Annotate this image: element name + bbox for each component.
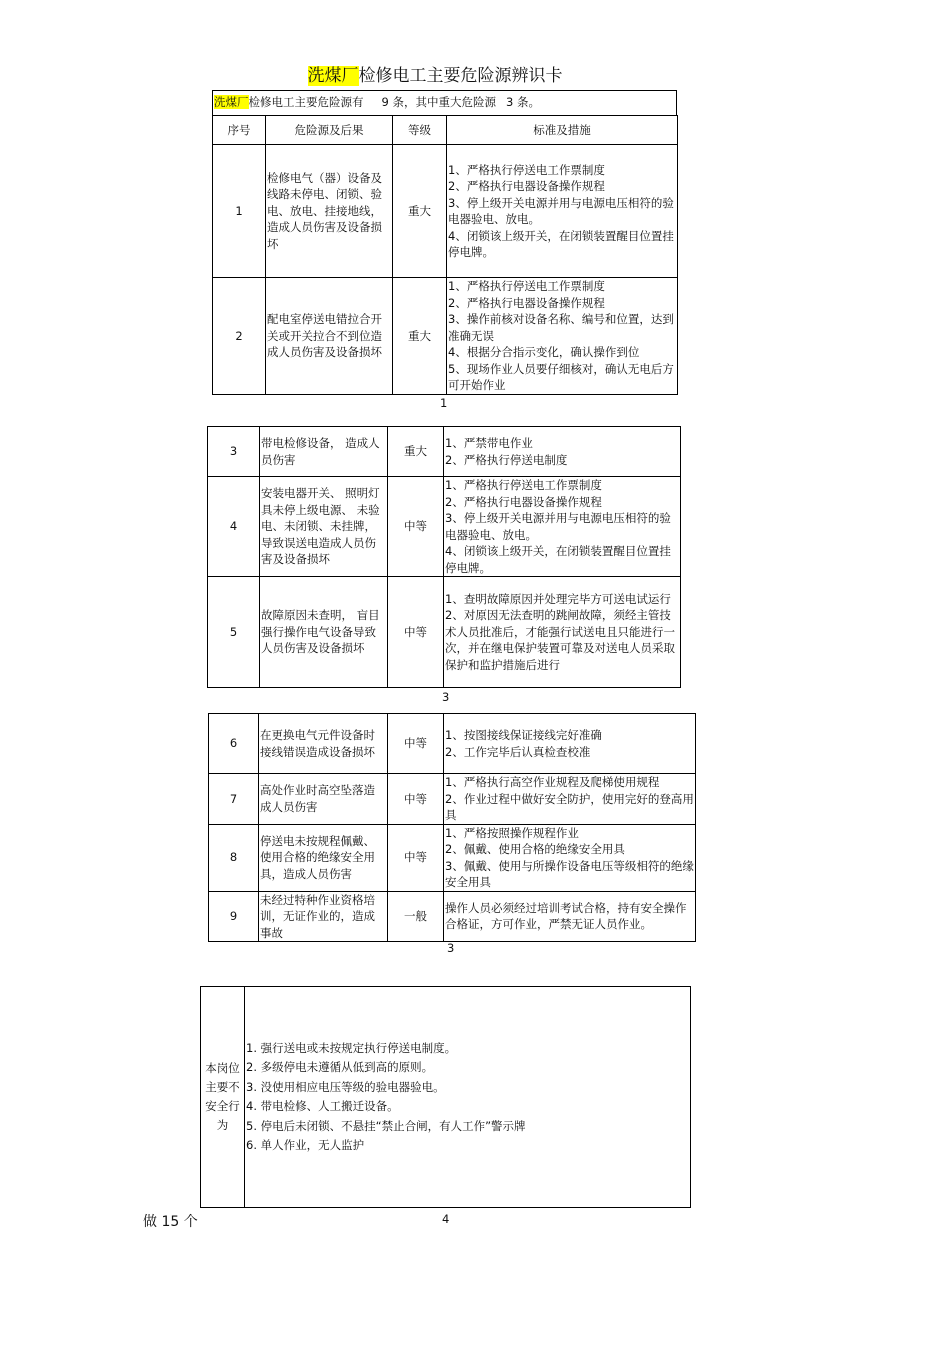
hazard-table-2 bbox=[207, 426, 681, 688]
measure-item: 4、闭锁该上级开关，在闭锁装置醒目位置挂停电牌。 bbox=[445, 544, 671, 575]
table-row bbox=[208, 477, 681, 577]
hazard-table-1 bbox=[212, 115, 678, 395]
row-measures bbox=[444, 891, 696, 942]
table-row bbox=[213, 278, 678, 395]
list-item: 3. 没使用相应电压等级的验电器验电。 bbox=[246, 1079, 445, 1094]
row-no: 6 bbox=[209, 714, 259, 774]
row-hazard: 配电室停送电错拉合开关或开关拉合不到位造成人员伤害及设备损坏 bbox=[266, 278, 393, 395]
table-row bbox=[209, 774, 696, 825]
page-number: 1 bbox=[440, 396, 448, 410]
row-measures bbox=[447, 278, 678, 395]
summary-part2: 9 条，其中重大危险源 bbox=[381, 95, 496, 109]
summary-highlight: 洗煤厂 bbox=[214, 95, 249, 109]
list-item: 2. 多级停电未遵循从低到高的原则。 bbox=[246, 1060, 434, 1074]
row-no: 9 bbox=[209, 891, 259, 942]
row-level: 一般 bbox=[388, 891, 444, 942]
row-no: 2 bbox=[213, 278, 266, 395]
row-level: 中等 bbox=[388, 714, 444, 774]
row-level: 重大 bbox=[393, 145, 447, 278]
measure-item: 2、严格执行电器设备操作规程 bbox=[448, 295, 605, 310]
summary-part3: 3 条。 bbox=[505, 95, 540, 109]
row-hazard: 在更换电气元件设备时接线错误造成设备损坏 bbox=[259, 714, 388, 774]
measure-item: 3、佩戴、使用与所操作设备电压等级相符的绝缘安全用具 bbox=[445, 858, 694, 889]
row-measures bbox=[444, 714, 696, 774]
measure-item: 1、严格按照操作规程作业 bbox=[445, 825, 579, 840]
measure-item: 3、操作前核对设备名称、编号和位置，达到准确无误 bbox=[448, 312, 674, 343]
measure-item: 1、按图接线保证接线完好准确 bbox=[445, 728, 602, 742]
measure-item: 4、闭锁该上级开关，在闭锁装置醒目位置挂停电牌。 bbox=[448, 228, 674, 259]
row-level: 中等 bbox=[388, 824, 444, 891]
row-no: 1 bbox=[213, 145, 266, 278]
measure-item: 2、严格执行停送电制度 bbox=[445, 452, 568, 467]
row-level: 重大 bbox=[388, 427, 444, 477]
unsafe-behaviors-list bbox=[245, 987, 691, 1208]
list-item: 5. 停电后未闭锁、不悬挂“禁止合闸，有人工作”警示牌 bbox=[246, 1118, 526, 1133]
row-no: 3 bbox=[208, 427, 260, 477]
table-row bbox=[208, 577, 681, 688]
measure-item: 1、严格执行停送电工作票制度 bbox=[448, 279, 605, 293]
page-number: 3 bbox=[447, 941, 455, 955]
measure-item: 2、对原因无法查明的跳闸故障，须经主管技术人员批准后，才能强行试送电且只能进行一次，并在继电保护装置可靠及对送电人员采取保护和监护措施后进行 bbox=[445, 608, 675, 672]
row-level: 中等 bbox=[388, 477, 444, 577]
measure-item: 2、严格执行电器设备操作规程 bbox=[448, 179, 605, 193]
row-hazard: 停送电未按规程佩戴、使用合格的绝缘安全用具，造成人员伤害 bbox=[259, 824, 388, 891]
measure-item: 2、工作完毕后认真检查校准 bbox=[445, 744, 591, 759]
unsafe-behaviors-table bbox=[200, 986, 691, 1208]
row-measures bbox=[444, 477, 681, 577]
measure-item: 3、停上级开关电源并用与电源电压相符的验电器验电、放电。 bbox=[448, 195, 674, 226]
list-item: 1. 强行送电或未按规定执行停送电制度。 bbox=[246, 1040, 457, 1055]
page-number: 3 bbox=[442, 690, 450, 704]
table-row bbox=[209, 714, 696, 774]
row-hazard: 安装电器开关、 照明灯具未停上级电源、 未验电、未闭锁、未挂牌，导致误送电造成人员伤害及设备损坏 bbox=[260, 477, 388, 577]
row-no: 8 bbox=[209, 824, 259, 891]
row-hazard: 高处作业时高空坠落造成人员伤害 bbox=[259, 774, 388, 825]
title-rest: 检修电工主要危险源辨识卡 bbox=[358, 66, 563, 86]
summary-part1: 检修电工主要危险源有 bbox=[248, 95, 364, 109]
unsafe-behaviors-label: 本岗位 主要不 安全行 为 bbox=[201, 987, 245, 1208]
table-row bbox=[213, 145, 678, 278]
table-row bbox=[201, 987, 691, 1208]
header-hazard: 危险源及后果 bbox=[266, 116, 393, 145]
measure-item: 2、严格执行电器设备操作规程 bbox=[445, 494, 602, 509]
row-level: 中等 bbox=[388, 774, 444, 825]
header-no: 序号 bbox=[213, 116, 266, 145]
measure-item: 1、严禁带电作业 bbox=[445, 436, 533, 450]
table-row bbox=[209, 824, 696, 891]
table-header-row bbox=[213, 116, 678, 145]
row-level: 重大 bbox=[393, 278, 447, 395]
row-no: 4 bbox=[208, 477, 260, 577]
row-no: 7 bbox=[209, 774, 259, 825]
row-measures bbox=[444, 774, 696, 825]
measure-item: 1、严格执行停送电工作票制度 bbox=[448, 162, 605, 177]
measure-item: 5、现场作业人员要仔细核对，确认无电后方可开始作业 bbox=[448, 361, 674, 392]
list-item: 6. 单人作业，无人监护 bbox=[246, 1138, 365, 1152]
summary-line bbox=[212, 90, 677, 116]
measure-item: 1、查明故障原因并处理完毕方可送电试运行 bbox=[445, 591, 671, 606]
measure-item: 操作人员必须经过培训考试合格，持有安全操作合格证，方可作业，严禁无证人员作业。 bbox=[445, 900, 687, 932]
title-highlight: 洗煤厂 bbox=[307, 66, 359, 86]
row-hazard: 检修电气（器）设备及线路未停电、闭锁、验电、放电、挂接地线，造成人员伤害及设备损坏 bbox=[266, 145, 393, 278]
row-no: 5 bbox=[208, 577, 260, 688]
table-row bbox=[209, 891, 696, 942]
page-number: 4 bbox=[442, 1212, 450, 1226]
row-measures bbox=[444, 824, 696, 891]
row-hazard: 故障原因未查明， 盲目强行操作电气设备导致人员伤害及设备损坏 bbox=[260, 577, 388, 688]
table-row bbox=[208, 427, 681, 477]
measure-item: 1、严格执行高空作业规程及爬梯使用规程 bbox=[445, 775, 660, 789]
row-level: 中等 bbox=[388, 577, 444, 688]
header-measures: 标准及措施 bbox=[447, 116, 678, 145]
measure-item: 2、佩戴、使用合格的绝缘安全用具 bbox=[445, 842, 625, 856]
list-item: 4. 带电检修、人工搬迁设备。 bbox=[246, 1099, 399, 1113]
row-measures bbox=[447, 145, 678, 278]
measure-item: 4、根据分合指示变化，确认操作到位 bbox=[448, 345, 640, 359]
footnote: 做 15 个 bbox=[143, 1214, 198, 1230]
hazard-table-3 bbox=[208, 713, 696, 942]
measure-item: 1、严格执行停送电工作票制度 bbox=[445, 478, 602, 492]
page-title bbox=[0, 64, 870, 88]
measure-item: 3、停上级开关电源并用与电源电压相符的验电器验电、放电。 bbox=[445, 511, 671, 542]
measure-item: 2、作业过程中做好安全防护，使用完好的登高用具 bbox=[445, 791, 694, 822]
row-hazard: 带电检修设备， 造成人员伤害 bbox=[260, 427, 388, 477]
header-level: 等级 bbox=[393, 116, 447, 145]
row-measures bbox=[444, 427, 681, 477]
row-hazard: 未经过特种作业资格培训，无证作业的，造成事故 bbox=[259, 891, 388, 942]
row-measures bbox=[444, 577, 681, 688]
